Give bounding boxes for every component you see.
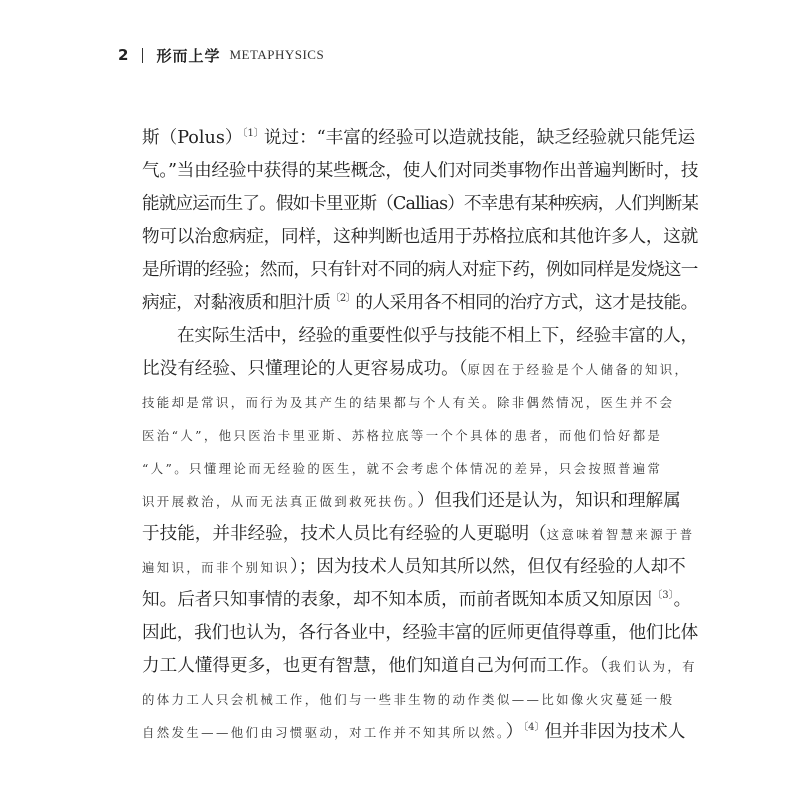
text-line bbox=[142, 122, 698, 155]
commentary-text: 遍知识，而非个别知识 bbox=[142, 560, 290, 575]
body-text-segment: 的人采用各不相同的治疗方式，这才是技能。 bbox=[355, 293, 698, 313]
text-line bbox=[142, 584, 698, 617]
body-text-segment: ） bbox=[505, 722, 524, 742]
body-text-segment: 在实际生活中，经验的重要性似乎与技能不相上下，经验丰富的人， bbox=[177, 326, 698, 346]
body-text-segment: 比没有经验、只懂理论的人更容易成功。（ bbox=[142, 359, 468, 379]
body-text bbox=[142, 122, 698, 749]
text-line bbox=[142, 254, 698, 287]
body-text-segment: 因此，我们也认为，各行各业中，经验丰富的匠师更值得尊重，他们比体 bbox=[142, 623, 698, 643]
text-line bbox=[142, 221, 698, 254]
text-line bbox=[142, 518, 698, 551]
footnote-marker: 〔4〕 bbox=[523, 722, 545, 733]
book-title-english: METAPHYSICS bbox=[229, 47, 325, 62]
body-text-segment: ）；因为技术人员知其所以然，但仅有经验的人却不 bbox=[289, 557, 686, 577]
header-divider bbox=[142, 48, 143, 63]
footnote-marker: 〔1〕 bbox=[242, 128, 264, 139]
commentary-text: 识开展救治，从而无法真正做到救死扶伤。 bbox=[142, 494, 417, 509]
page-number: 2 bbox=[118, 46, 129, 64]
body-text-segment: 物可以治愈病症，同样，这种判断也适用于苏格拉底和其他许多人，这就 bbox=[142, 227, 698, 247]
text-line bbox=[142, 452, 698, 485]
text-line bbox=[142, 188, 698, 221]
text-line bbox=[142, 287, 698, 320]
body-text-segment: 是所谓的经验；然而，只有针对不同的病人对症下药，例如同样是发烧这一 bbox=[142, 260, 698, 280]
text-line bbox=[142, 386, 698, 419]
body-text-segment: 能就应运而生了。假如卡里亚斯（Callias）不幸患有某种疾病，人们判断某 bbox=[142, 194, 698, 214]
body-text-segment: 于技能，并非经验，技术人员比有经验的人更聪明（ bbox=[142, 524, 547, 544]
commentary-text: 这意味着智慧来源于普 bbox=[546, 527, 695, 542]
text-line bbox=[142, 353, 698, 386]
commentary-text: 我们认为，有 bbox=[608, 659, 697, 674]
text-line bbox=[142, 716, 698, 749]
body-text-segment: 病症，对黏液质和胆汁质 bbox=[142, 293, 331, 313]
text-line bbox=[142, 419, 698, 452]
commentary-text: 医治“人”，他只医治卡里亚斯、苏格拉底等一个个具体的患者，而他们恰好都是 bbox=[142, 428, 663, 443]
running-header bbox=[118, 43, 324, 67]
text-line bbox=[142, 320, 698, 353]
commentary-text: “人”。只懂理论而无经验的医生，就不会考虑个体情况的差异，只会按照普遍常 bbox=[142, 461, 663, 476]
text-line bbox=[142, 683, 698, 716]
book-title-chinese: 形而上学 bbox=[156, 46, 221, 65]
body-text-segment: 知。后者只知事情的表象，却不知本质，而前者既知本质又知原因 bbox=[142, 590, 653, 610]
body-text-segment: 但并非因为技术人 bbox=[544, 722, 686, 742]
text-line bbox=[142, 485, 698, 518]
footnote-marker: 〔3〕 bbox=[652, 590, 674, 601]
footnote-marker: 〔2〕 bbox=[330, 293, 356, 304]
commentary-text: 原因在于经验是个人储备的知识， bbox=[467, 362, 690, 377]
body-text-segment: 说过：“丰富的经验可以造就技能，缺乏经验就只能凭运 bbox=[263, 128, 696, 148]
body-text-segment: ）但我们还是认为，知识和理解属 bbox=[416, 491, 681, 511]
text-line bbox=[142, 650, 698, 683]
text-line bbox=[142, 617, 698, 650]
text-line bbox=[142, 155, 698, 188]
body-text-segment: 。 bbox=[673, 590, 692, 610]
text-line bbox=[142, 551, 698, 584]
commentary-text: 技能却是常识，而行为及其产生的结果都与个人有关。除非偶然情况，医生并不会 bbox=[142, 395, 675, 410]
body-text-segment: 斯（Polus） bbox=[142, 128, 243, 148]
commentary-text: 的体力工人只会机械工作，他们与一些非生物的动作类似——比如像火灾蔓延一般 bbox=[142, 692, 675, 707]
commentary-text: 自然发生——他们由习惯驱动，对工作并不知其所以然。 bbox=[142, 725, 506, 740]
body-text-segment: 气。”当由经验中获得的某些概念，使人们对同类事物作出普遍判断时，技 bbox=[142, 161, 698, 181]
body-text-segment: 力工人懂得更多，也更有智慧，他们知道自己为何而工作。（ bbox=[142, 656, 609, 676]
